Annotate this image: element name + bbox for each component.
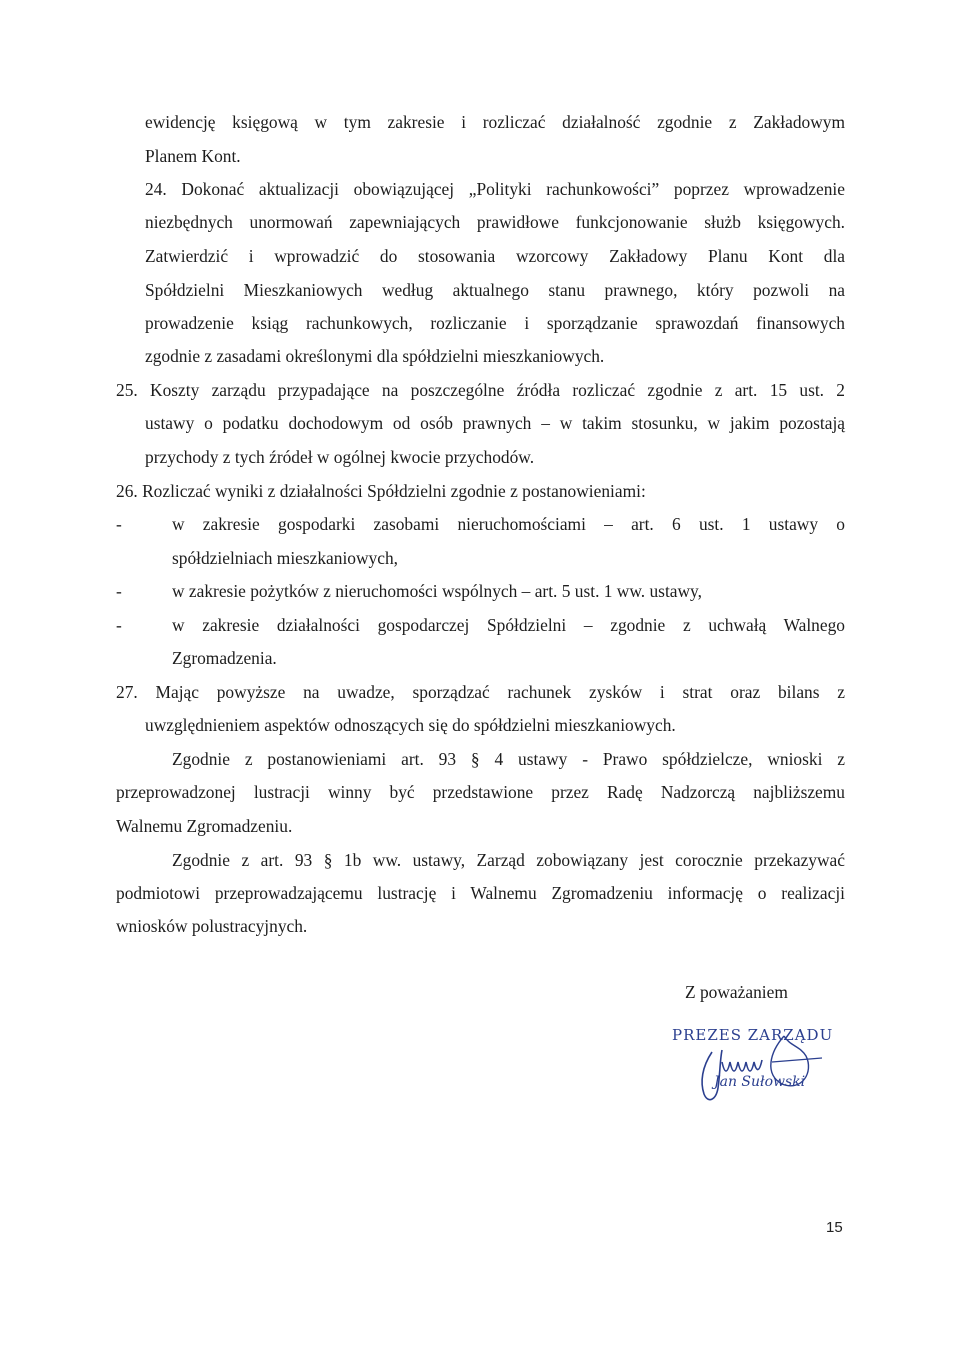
text-line: wniosków polustracyjnych. bbox=[116, 916, 308, 936]
text-line: zgodnie z zasadami określonymi dla spółdzielni mieszkaniowych. bbox=[145, 346, 605, 366]
list-dash: - bbox=[116, 514, 122, 534]
text-line: Walnemu Zgromadzeniu. bbox=[116, 816, 293, 836]
text-line: Zatwierdzić i wprowadzić do stosowania wzorcowy Zakładowy Planu Kont dla bbox=[145, 246, 845, 266]
text-line: Spółdzielni Mieszkaniowych według aktualnego stanu prawnego, który pozwoli na bbox=[145, 280, 845, 300]
text-line: podmiotowi przeprowadzającemu lustrację i Walnemu Zgromadzeniu informację o realizacji bbox=[116, 883, 845, 903]
list-item-text: w zakresie gospodarki zasobami nieruchomościami – art. 6 ust. 1 ustawy o bbox=[172, 514, 845, 534]
text-line: Zgodnie z postanowieniami art. 93 § 4 ustawy - Prawo spółdzielcze, wnioski z bbox=[172, 749, 845, 769]
stamp-title: PREZES ZARZĄDU bbox=[672, 1026, 834, 1044]
text-line: ustawy o podatku dochodowym od osób prawnych – w takim stosunku, w jakim pozostają bbox=[145, 413, 845, 433]
text-line: uwzględnieniem aspektów odnoszących się do spółdzielni mieszkaniowych. bbox=[145, 715, 676, 735]
list-item-text: spółdzielniach mieszkaniowych, bbox=[172, 548, 399, 568]
stamp-name: Jan Sułowski bbox=[714, 1074, 806, 1090]
list-item-text: w zakresie pożytków z nieruchomości wspólnych – art. 5 ust. 1 ww. ustawy, bbox=[172, 581, 702, 601]
list-item-text: w zakresie działalności gospodarczej Spółdzielni – zgodnie z uchwałą Walnego bbox=[172, 615, 845, 635]
text-line: przychody z tych źródeł w ogólnej kwocie przychodów. bbox=[145, 447, 535, 467]
list-item-text: Zgromadzenia. bbox=[172, 648, 277, 668]
text-line: Planem Kont. bbox=[145, 146, 241, 166]
signature-stamp bbox=[672, 1022, 852, 1112]
text-line: 25. Koszty zarządu przypadające na poszczególne źródła rozliczać zgodnie z art. 15 ust. 2 bbox=[116, 380, 845, 400]
list-dash: - bbox=[116, 615, 122, 635]
handwritten-signature bbox=[672, 1022, 852, 1112]
text-line: prowadzenie ksiąg rachunkowych, rozliczanie i sporządzanie sprawozdań finansowych bbox=[145, 313, 845, 333]
text-line: ewidencję księgową w tym zakresie i rozliczać działalność zgodnie z Zakładowym bbox=[145, 112, 845, 132]
closing-text: Z poważaniem bbox=[685, 982, 788, 1002]
text-line: 27. Mając powyższe na uwadze, sporządzać rachunek zysków i strat oraz bilans z bbox=[116, 682, 845, 702]
text-line: 24. Dokonać aktualizacji obowiązującej „Polityki rachunkowości” poprzez wprowadzenie bbox=[145, 179, 845, 199]
page-number: 15 bbox=[826, 1219, 843, 1236]
text-line: 26. Rozliczać wyniki z działalności Spółdzielni zgodnie z postanowieniami: bbox=[116, 481, 646, 501]
text-line: Zgodnie z art. 93 § 1b ww. ustawy, Zarząd zobowiązany jest corocznie przekazywać bbox=[172, 850, 845, 870]
list-dash: - bbox=[116, 581, 122, 601]
text-line: niezbędnych unormowań zapewniających prawidłowe funkcjonowanie służb księgowych. bbox=[145, 212, 845, 232]
text-line: przeprowadzonej lustracji winny być przedstawione przez Radę Nadzorczą najbliższemu bbox=[116, 782, 845, 802]
